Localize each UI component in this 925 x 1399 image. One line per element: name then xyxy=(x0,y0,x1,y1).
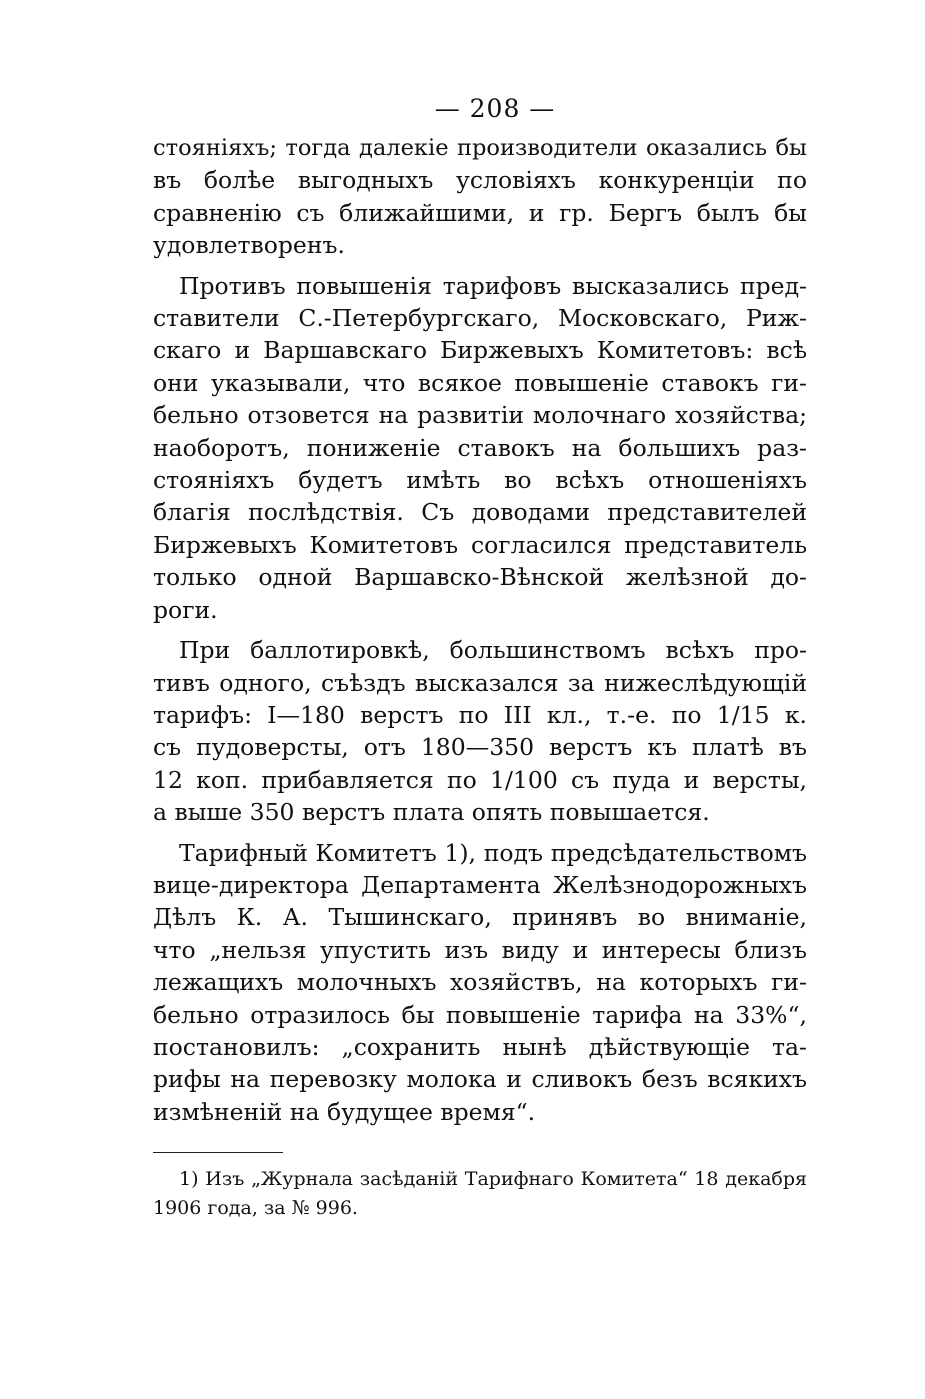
text-line: стояніяхъ; тогда далекіе производители оказались бы xyxy=(153,135,807,161)
text-line: съ пудоверсты, отъ 180—350 верстъ къ платѣ въ xyxy=(153,733,807,762)
text-line: наоборотъ, понижeніе ставокъ на большихъ раз- xyxy=(153,433,807,462)
text-line: удовлетворенъ. xyxy=(153,231,345,260)
paragraph-4 xyxy=(153,837,807,1129)
text-line: бельно отразилось бы повышеніе тарифа на 33%“, xyxy=(153,1000,807,1029)
text-line: только одной Варшавско-Вѣнской желѣзной до- xyxy=(153,563,807,592)
text-line: бельно отзовется на развитіи молочнаго хозяйства; xyxy=(153,401,807,430)
text-line: ставители С.-Петербургскаго, Московскаго, Риж- xyxy=(153,304,807,333)
text-line: тарифъ: I—180 верстъ по III кл., т.-е. по 1/15 к. xyxy=(153,700,807,729)
text-line: Биржевыхъ Комитетовъ согласился представитель xyxy=(153,530,807,559)
text-line: лежащихъ молочныхъ хозяйствъ, на которыхъ ги- xyxy=(153,968,807,997)
text-line: сравненію съ ближайшими, и гр. Бергъ былъ бы xyxy=(153,198,807,227)
book-page xyxy=(153,92,807,1223)
text-line: а выше 350 верстъ плата опять повышается. xyxy=(153,798,710,827)
text-line: роги. xyxy=(153,595,218,624)
text-line: измѣненій на будущее время“. xyxy=(153,1097,536,1126)
text-line: они указывали, что всякое повышеніе ставокъ ги- xyxy=(153,368,807,397)
text-line: Противъ повышенія тарифовъ высказались пред- xyxy=(179,271,807,300)
text-line: тивъ одного, съѣздъ высказался за нижеслѣдующій xyxy=(153,668,807,697)
page-number: — 208 — xyxy=(434,94,556,123)
text-line: что „нельзя упустить изъ виду и интересы близъ xyxy=(153,935,807,964)
footnote-line: 1906 года, за № 996. xyxy=(153,1197,358,1220)
text-line: стояніяхъ будетъ имѣть во всѣхъ отношеніяхъ xyxy=(153,466,807,495)
text-line: Тарифный Комитетъ 1), подъ предсѣдательствомъ xyxy=(179,838,807,867)
footnote xyxy=(153,1165,807,1223)
text-line: постановилъ: „сохранить нынѣ дѣйствующіе та- xyxy=(153,1032,807,1061)
footnote-divider xyxy=(153,1152,283,1153)
footnote-line: 1) Изъ „Журнала засѣданій Тарифнаго Комитета“ 18 декабря xyxy=(179,1168,807,1191)
text-line: рифы на перевозку молока и сливокъ безъ всякихъ xyxy=(153,1065,807,1094)
text-line: При баллотировкѣ, большинствомъ всѣхъ про- xyxy=(179,636,807,665)
paragraph-2 xyxy=(153,270,807,626)
paragraph-3 xyxy=(153,634,807,828)
text-line: въ болѣе выгодныхъ условіяхъ конкуренціи по xyxy=(153,166,807,195)
text-line: Дѣлъ К. А. Тышинскаго, принявъ во вниманіе, xyxy=(153,903,807,932)
text-line: вице-директора Департамента Желѣзнодорожныхъ xyxy=(153,870,807,899)
text-line: 12 коп. прибавляется по 1/100 съ пуда и версты, xyxy=(153,765,807,794)
text-line: благія послѣдствія. Съ доводами представителей xyxy=(153,498,807,527)
paragraph-1 xyxy=(153,132,807,262)
text-line: скаго и Варшавскаго Биржевыхъ Комитетовъ: всѣ xyxy=(153,336,807,365)
